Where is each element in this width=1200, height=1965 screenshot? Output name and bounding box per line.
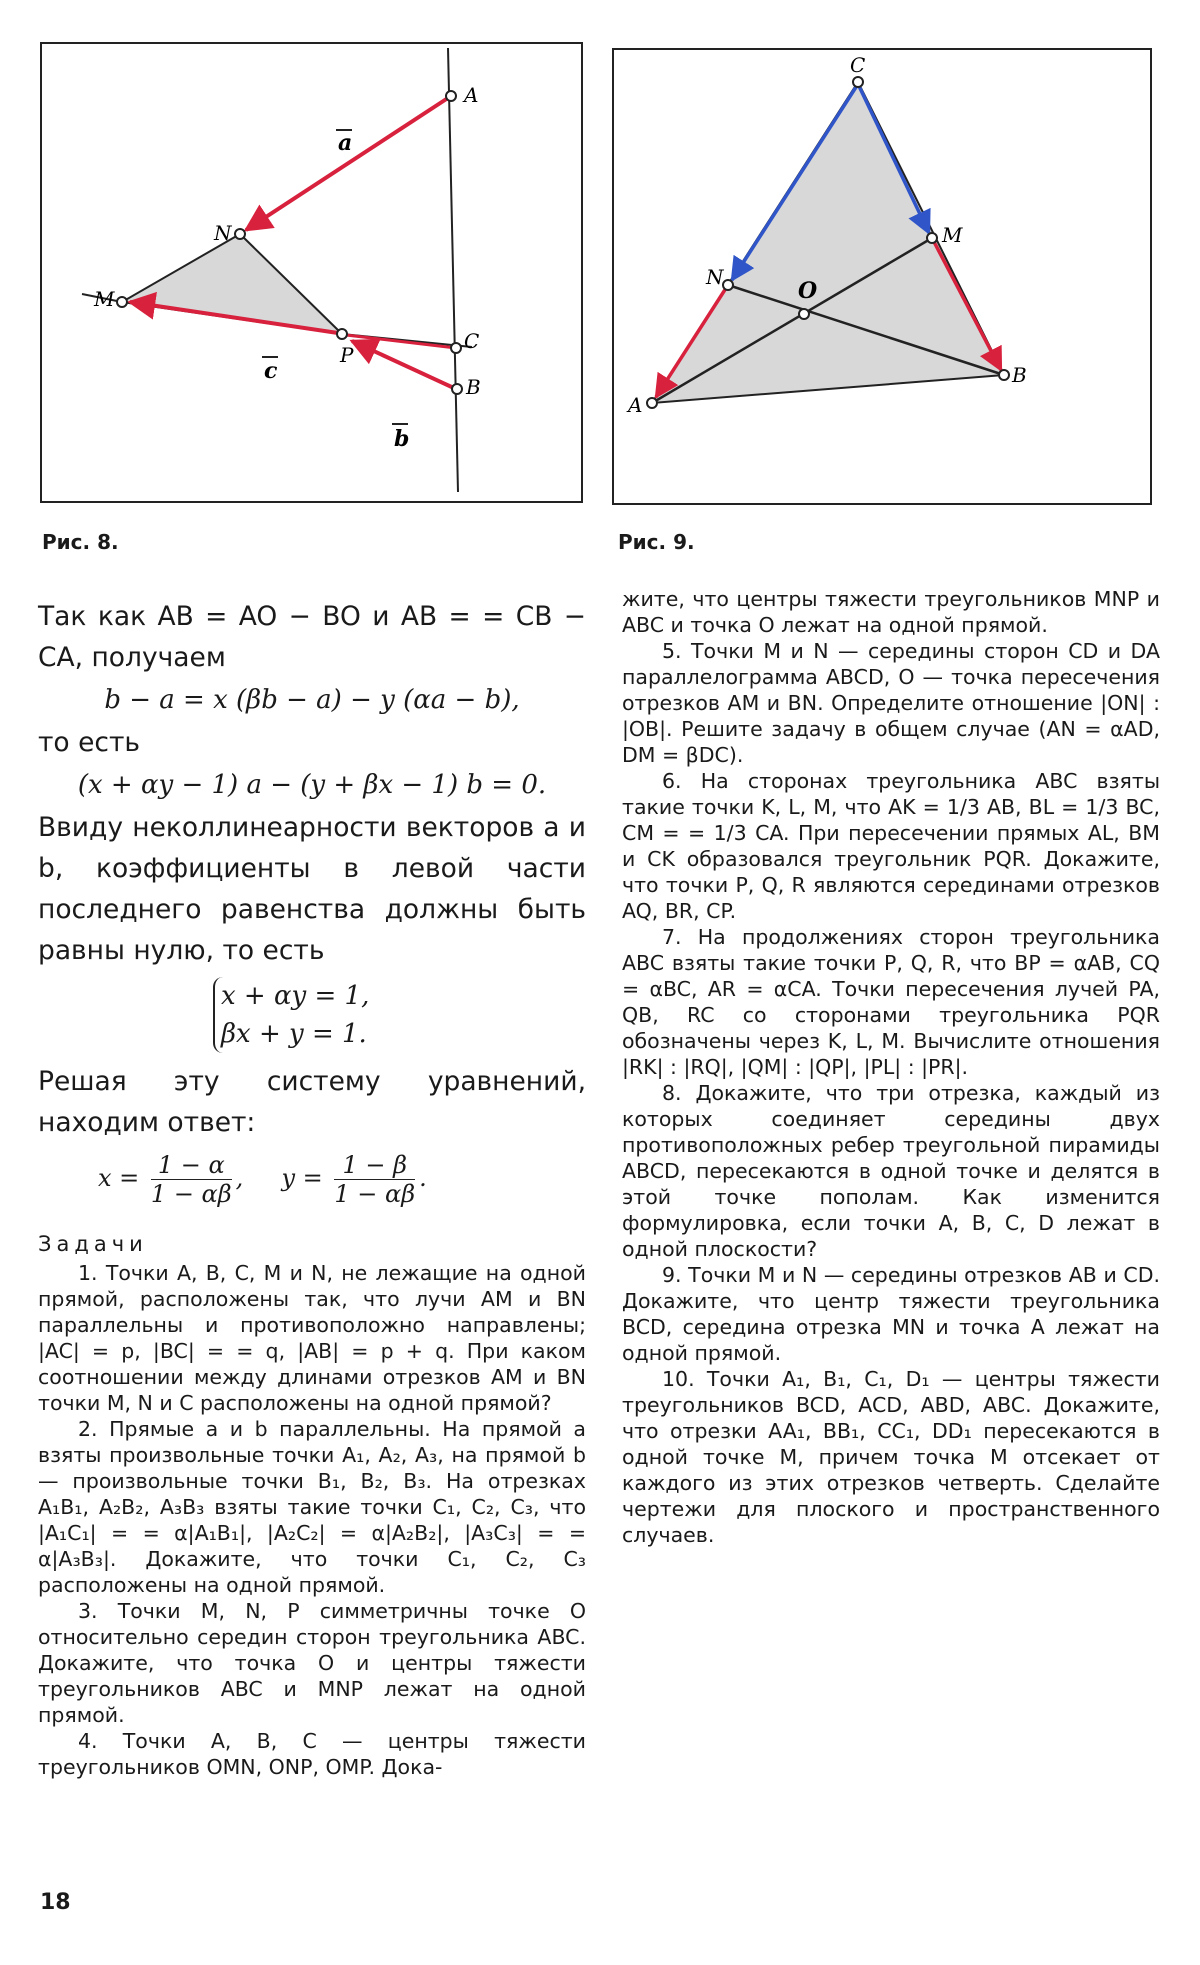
point-p — [337, 329, 347, 339]
answer-x-lhs: x = — [98, 1164, 140, 1192]
task-1: 1. Точки A, B, C, M и N, не лежащие на одной прямой, расположены так, что лучи AM и BN параллельны и противоположно направлены; |AC| = p, |BC| = = q, |AB| = p + q. При каком соотношении между длинами отрезков AM и BN точки M, N и C расположены на одной прямой? — [38, 1261, 586, 1415]
point-c — [451, 343, 461, 353]
label-o: O — [798, 278, 818, 304]
label-c: C — [850, 53, 866, 77]
task-8: 8. Докажите, что три отрезка, каждый из которых соединяет середины двух противоположных ребер треугольной пирамиды ABCD, пересекаются в одной точке и делятся в этой точке пополам. Как изменится формулировка, если точки A, B, C, D лежат в одной плоскости? — [622, 1081, 1160, 1261]
point-a — [446, 91, 456, 101]
point-b — [452, 384, 462, 394]
label-a: A — [464, 83, 479, 107]
answer-x-fraction — [151, 1151, 232, 1208]
point-c — [853, 77, 863, 87]
label-vector-b: b — [394, 426, 410, 452]
solution-paragraph-3: Ввиду неколлинеарности векторов a и b, коэффициенты в левой части последнего равенства должны быть равны нулю, то есть — [38, 812, 586, 966]
point-m — [117, 297, 127, 307]
solution-paragraph-2: то есть — [38, 727, 141, 758]
answer-formula — [98, 1151, 586, 1208]
point-a — [647, 398, 657, 408]
figure-8-drawing — [42, 44, 581, 501]
system-line-1: x + αy = 1, — [221, 981, 370, 1011]
figure-9-drawing — [614, 50, 1150, 503]
equation-system — [213, 977, 586, 1053]
point-m — [927, 233, 937, 243]
page-number: 18 — [40, 1890, 71, 1915]
task-3: 3. Точки M, N, P симметричны точке O относительно середин сторон треугольника ABC. Докажите, что точка O и центры тяжести треугольников ABC и MNP лежат на одной прямой. — [38, 1599, 586, 1727]
task-9: 9. Точки M и N — середины отрезков AB и CD. Докажите, что центр тяжести треугольника BCD, середина отрезка MN и точка A лежат на одной прямой. — [622, 1263, 1160, 1365]
figure-9 — [612, 48, 1152, 505]
right-column — [622, 586, 1160, 1548]
task-2: 2. Прямые a и b параллельны. На прямой a взяты произвольные точки A₁, A₂, A₃, на прямой b — произвольные точки B₁, B₂, B₃. На отрезках A₁B₁, A₂B₂, A₃B₃ взяты такие точки C₁, C₂, C₃, что |A₁C₁| = = α|A₁B₁|, |A₂C₂| = α|A₂B₂|, |A₃C₃| = = α|A₃B₃|. Докажите, что точки C₁, C₂, C₃ расположены на одной прямой. — [38, 1417, 586, 1597]
answer-end: . — [419, 1164, 427, 1192]
label-a: A — [628, 393, 643, 417]
answer-y-lhs: y = — [281, 1164, 323, 1192]
solution-paragraph-4: Решая эту систему уравнений, находим ответ: — [38, 1066, 586, 1138]
figure-8 — [40, 42, 583, 503]
label-b: B — [1012, 363, 1027, 387]
figure-9-caption: Рис. 9. — [618, 530, 695, 554]
answer-x-numerator: 1 − α — [151, 1151, 232, 1180]
label-vector-c: c — [264, 358, 278, 384]
point-b — [999, 370, 1009, 380]
label-p: P — [340, 343, 354, 367]
vector-a-arrow — [246, 96, 451, 230]
answer-x-denominator: 1 − αβ — [150, 1180, 232, 1208]
point-o — [799, 309, 809, 319]
label-c: C — [464, 329, 480, 353]
answer-y-denominator: 1 − αβ — [334, 1180, 416, 1208]
line-ab — [448, 48, 458, 492]
point-n — [723, 280, 733, 290]
solution-paragraph-1: Так как AB = AO − BO и AB = = CB − CA, получаем — [38, 601, 586, 673]
vector-b-arrow — [352, 341, 456, 389]
equation-2: (x + αy − 1) a − (y + βx − 1) b = 0. — [77, 770, 547, 800]
left-column — [38, 596, 586, 1780]
equation-1: b − a = x (βb − a) − y (αa − b), — [104, 685, 520, 715]
figure-8-caption: Рис. 8. — [42, 530, 119, 554]
answer-y-numerator: 1 − β — [334, 1151, 415, 1180]
task-10: 10. Точки A₁, B₁, C₁, D₁ — центры тяжести треугольников BCD, ACD, ABD, ABC. Докажите, что отрезки AA₁, BB₁, CC₁, DD₁ пересекаются в одной точке M, причем точка M отсекает от каждого из этих отрезков четверть. Сделайте чертежи для плоского и пространственного случаев. — [622, 1367, 1160, 1547]
label-m: M — [942, 223, 963, 247]
task-4-continued: жите, что центры тяжести треугольников MNP и ABC и точка O лежат на одной прямой. — [622, 587, 1160, 637]
system-line-2: βx + y = 1. — [221, 1019, 367, 1049]
label-n: N — [706, 265, 724, 289]
label-b: B — [466, 375, 481, 399]
tasks-heading: Задачи — [38, 1232, 148, 1256]
label-m: M — [94, 287, 115, 311]
task-4: 4. Точки A, B, C — центры тяжести треугольников OMN, ONP, OMP. Дока- — [38, 1729, 586, 1779]
point-n — [235, 229, 245, 239]
task-6: 6. На сторонах треугольника ABC взяты такие точки K, L, M, что AK = 1/3 AB, BL = 1/3 BC, CM = = 1/3 CA. При пересечении прямых AL, BM и CK образовался треугольник PQR. Докажите, что точки P, Q, R являются серединами отрезков AQ, BR, CP. — [622, 769, 1160, 923]
label-vector-a: a — [338, 130, 353, 156]
answer-y-fraction — [334, 1151, 415, 1208]
answer-separator: , — [235, 1164, 244, 1192]
task-7: 7. На продолжениях сторон треугольника ABC взяты такие точки P, Q, R, что BP = αAB, CQ = αBC, AR = αCA. Точки пересечения лучей PA, QB, RC со сторонами треугольника PQR обозначены через K, L, M. Вычислите отношения |RK| : |RQ|, |QM| : |QP|, |PL| : |PR|. — [622, 925, 1160, 1079]
label-n: N — [214, 221, 232, 245]
task-5: 5. Точки M и N — середины сторон CD и DA параллелограмма ABCD, O — точка пересечения отрезков AM и BN. Определите отношение |ON| : |OB|. Решите задачу в общем случае (AN = αAD, DM = βDC). — [622, 639, 1160, 767]
